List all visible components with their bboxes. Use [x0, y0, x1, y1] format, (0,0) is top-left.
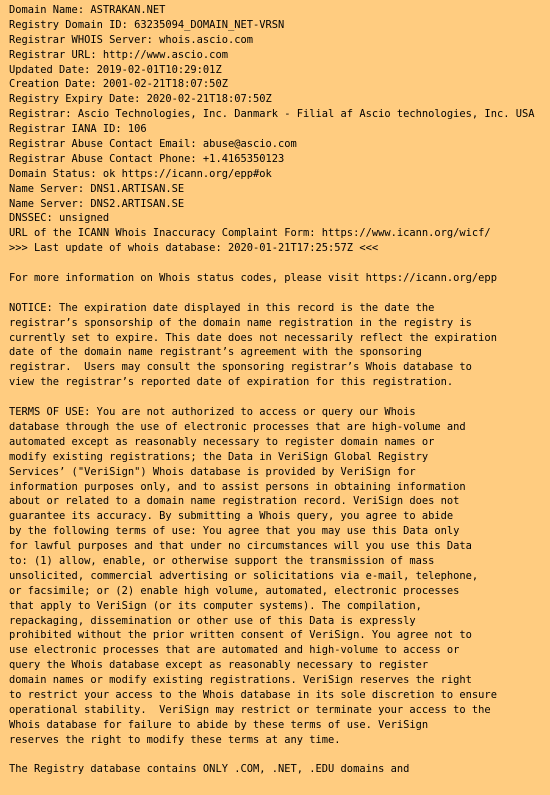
whois-line: automated except as reasonably necessary to register domain names or — [9, 435, 435, 448]
whois-line: TERMS OF USE: You are not authorized to access or query our Whois — [9, 406, 416, 419]
whois-line: by the following terms of use: You agree that you may use this Data only — [9, 525, 460, 538]
whois-line: currently set to expire. This date does not necessarily reflect the expiration — [9, 331, 497, 344]
whois-line: NOTICE: The expiration date displayed in this record is the date the — [9, 301, 435, 314]
whois-line: DNSSEC: unsigned — [9, 212, 110, 225]
whois-line: or facsimile; or (2) enable high volume, automated, electronic processes — [9, 584, 460, 597]
whois-line: Registrar URL: http://www.ascio.com — [9, 48, 228, 61]
whois-line — [9, 748, 550, 763]
whois-line: modify existing registrations; the Data in VeriSign Global Registry — [9, 450, 429, 463]
whois-line: Services’ ("VeriSign") Whois database is provided by VeriSign for — [9, 465, 416, 478]
whois-line: about or related to a domain name registration record. VeriSign does not — [9, 495, 460, 508]
whois-line: information purposes only, and to assist persons in obtaining information — [9, 480, 466, 493]
whois-line: unsolicited, commercial advertising or solicitations via e-mail, telephone, — [9, 569, 479, 582]
whois-line: registrar’s sponsorship of the domain name registration in the registry is — [9, 316, 472, 329]
whois-line — [9, 286, 550, 301]
whois-line: Registrar: Ascio Technologies, Inc. Danmark - Filial af Ascio technologies, Inc. USA — [9, 108, 535, 121]
whois-line: Whois database for failure to abide by these terms of use. VeriSign — [9, 718, 429, 731]
whois-line: Registrar Abuse Contact Phone: +1.4165350123 — [9, 152, 285, 165]
whois-line: use electronic processes that are automated and high-volume to access or — [9, 644, 460, 657]
whois-line: view the registrar’s reported date of expiration for this registration. — [9, 376, 454, 389]
whois-line: to restrict your access to the Whois database in its sole discretion to ensure — [9, 688, 497, 701]
whois-line: Name Server: DNS1.ARTISAN.SE — [9, 182, 185, 195]
whois-line — [9, 390, 550, 405]
whois-line: Domain Status: ok https://icann.org/epp#ok — [9, 167, 272, 180]
whois-line: to: (1) allow, enable, or otherwise support the transmission of mass — [9, 554, 435, 567]
whois-line: date of the domain name registrant’s agreement with the sponsoring — [9, 346, 422, 359]
whois-line: repackaging, dissemination or other use of this Data is expressly — [9, 614, 416, 627]
whois-line: Updated Date: 2019-02-01T10:29:01Z — [9, 63, 222, 76]
whois-line: database through the use of electronic processes that are high-volume and — [9, 420, 466, 433]
whois-line: Registry Expiry Date: 2020-02-21T18:07:50Z — [9, 93, 272, 106]
whois-line: reserves the right to modify these terms at any time. — [9, 733, 341, 746]
whois-line: Name Server: DNS2.ARTISAN.SE — [9, 197, 185, 210]
whois-line: For more information on Whois status codes, please visit https://icann.org/epp — [9, 272, 497, 285]
whois-line: for lawful purposes and that under no circumstances will you use this Data — [9, 540, 472, 553]
whois-line: guarantee its accuracy. By submitting a Whois query, you agree to abide — [9, 510, 454, 523]
whois-line: domain names or modify existing registrations. VeriSign reserves the right — [9, 674, 472, 687]
whois-line: The Registry database contains ONLY .COM, .NET, .EDU domains and — [9, 763, 410, 776]
whois-line: query the Whois database except as reasonably necessary to register — [9, 659, 429, 672]
whois-line: operational stability. VeriSign may restrict or terminate your access to the — [9, 703, 491, 716]
whois-line: prohibited without the prior written consent of VeriSign. You agree not to — [9, 629, 472, 642]
whois-line: Registrar WHOIS Server: whois.ascio.com — [9, 33, 253, 46]
whois-line — [9, 256, 550, 271]
whois-line: Registry Domain ID: 63235094_DOMAIN_NET-VRSN — [9, 18, 285, 31]
whois-line: URL of the ICANN Whois Inaccuracy Complaint Form: https://www.icann.org/wicf/ — [9, 227, 491, 240]
whois-line: Registrar Abuse Contact Email: abuse@ascio.com — [9, 138, 297, 151]
whois-line: registrar. Users may consult the sponsoring registrar’s Whois database to — [9, 361, 472, 374]
whois-line: >>> Last update of whois database: 2020-01-21T17:25:57Z <<< — [9, 242, 379, 255]
whois-line: Creation Date: 2001-02-21T18:07:50Z — [9, 78, 228, 91]
whois-line: Domain Name: ASTRAKAN.NET — [9, 4, 166, 16]
whois-line: Registrar IANA ID: 106 — [9, 123, 147, 136]
whois-line: that apply to VeriSign (or its computer systems). The compilation, — [9, 599, 422, 612]
